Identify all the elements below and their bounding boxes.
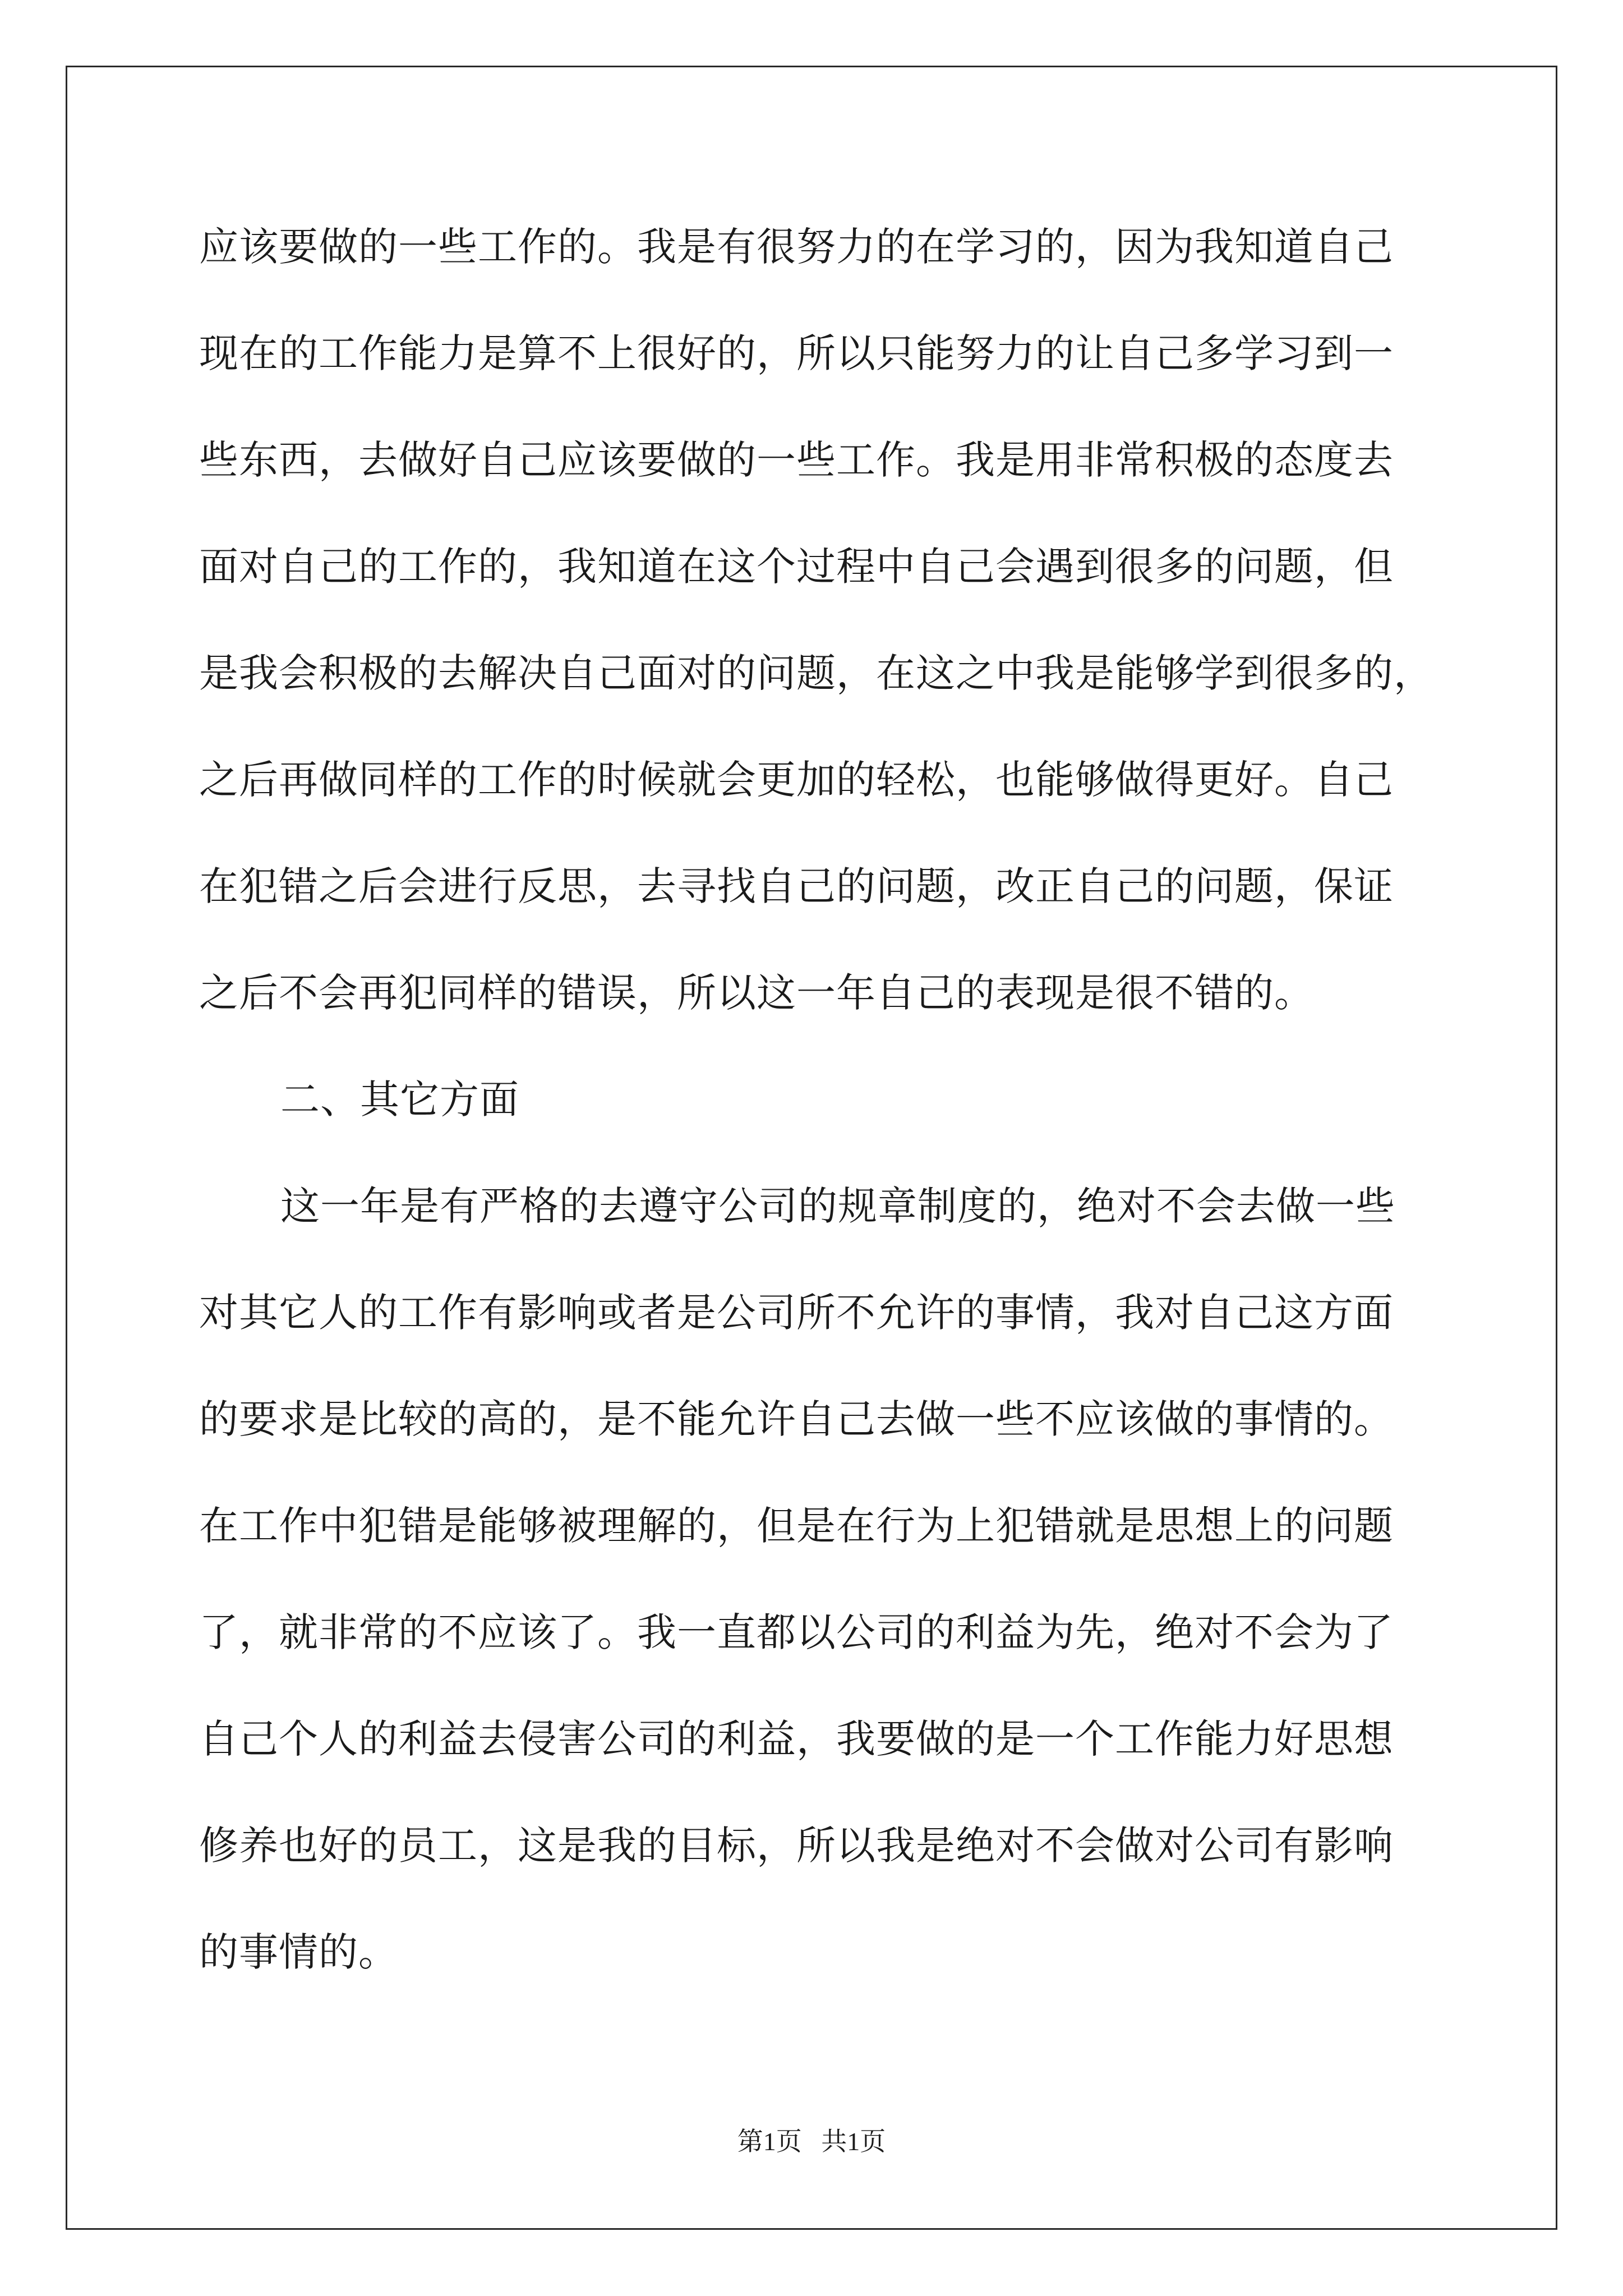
paragraph-line: 自己个人的利益去侵害公司的利益，我要做的是一个工作能力好思想 bbox=[199, 1716, 1394, 1762]
paragraph-line: 修养也好的员工，这是我的目标，所以我是绝对不会做对公司有影响 bbox=[199, 1823, 1394, 1869]
paragraph-line: 应该要做的一些工作的。我是有很努力的在学习的，因为我知道自己 bbox=[199, 224, 1394, 270]
paragraph-line: 些东西，去做好自己应该要做的一些工作。我是用非常积极的态度去 bbox=[199, 437, 1394, 483]
section-heading: 二、其它方面 bbox=[280, 1076, 519, 1122]
page-border bbox=[66, 66, 1557, 2230]
paragraph-line: 在犯错之后会进行反思，去寻找自己的问题，改正自己的问题，保证 bbox=[199, 863, 1394, 909]
paragraph-line: 是我会积极的去解决自己面对的问题，在这之中我是能够学到很多的， bbox=[199, 650, 1433, 696]
page-number-footer: 第1页 共1页 bbox=[737, 2127, 886, 2156]
paragraph-line: 现在的工作能力是算不上很好的，所以只能努力的让自己多学习到一 bbox=[199, 330, 1394, 376]
paragraph-line: 在工作中犯错是能够被理解的，但是在行为上犯错就是思想上的问题 bbox=[199, 1503, 1394, 1549]
paragraph-line: 之后再做同样的工作的时候就会更加的轻松，也能够做得更好。自己 bbox=[199, 757, 1394, 803]
paragraph-line: 对其它人的工作有影响或者是公司所不允许的事情，我对自己这方面 bbox=[199, 1290, 1394, 1336]
paragraph-line: 这一年是有严格的去遵守公司的规章制度的，绝对不会去做一些 bbox=[280, 1183, 1395, 1229]
paragraph-line: 了，就非常的不应该了。我一直都以公司的利益为先，绝对不会为了 bbox=[199, 1609, 1394, 1655]
paragraph-line: 面对自己的工作的，我知道在这个过程中自己会遇到很多的问题，但 bbox=[199, 544, 1394, 590]
paragraph-line: 之后不会再犯同样的错误，所以这一年自己的表现是很不错的。 bbox=[199, 970, 1314, 1016]
paragraph-line: 的要求是比较的高的，是不能允许自己去做一些不应该做的事情的。 bbox=[199, 1396, 1394, 1442]
paragraph-line: 的事情的。 bbox=[199, 1929, 398, 1975]
